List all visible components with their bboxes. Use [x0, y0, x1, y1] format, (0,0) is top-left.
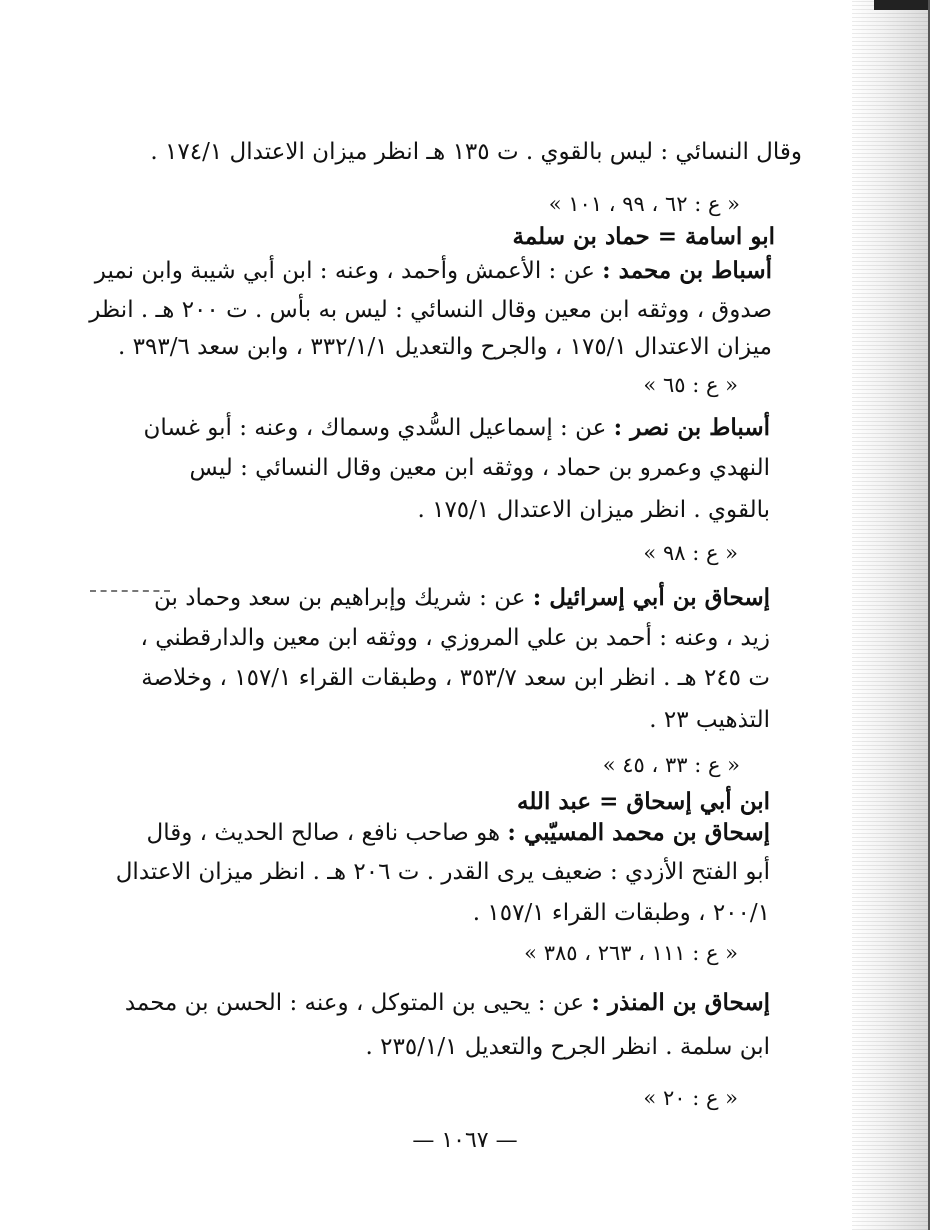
reference-line: « ع : ٦٥ » [643, 373, 738, 397]
text-line: وقال النسائي : ليس بالقوي . ت ١٣٥ هـ انظر ميزان الاعتدال ١٧٤/١ . [150, 139, 802, 165]
text-line: ت ٢٤٥ هـ . انظر ابن سعد ٣٥٣/٧ ، وطبقات القراء ١٥٧/١ ، وخلاصة [141, 665, 770, 691]
entry-heading: أسباط بن محمد : عن : الأعمش وأحمد ، وعنه : ابن أبي شيبة وابن نمير [94, 257, 772, 284]
entry-heading: أسباط بن نصر : عن : إسماعيل السُّدي وسماك ، وعنه : أبو غسان [143, 414, 770, 441]
text-line: أبو الفتح الأزدي : ضعيف يرى القدر . ت ٢٠٦ هـ . انظر ميزان الاعتدال [115, 859, 770, 885]
entry-heading: ابو اسامة = حماد بن سلمة [512, 223, 775, 250]
text-line: النهدي وعمرو بن حماد ، ووثقه ابن معين وقال النسائي : ليس [189, 455, 770, 481]
text-line: زيد ، وعنه : أحمد بن علي المروزي ، ووثقه ابن معين والدارقطني ، [140, 625, 770, 651]
entry-heading: إسحاق بن محمد المسيّبي : هو صاحب نافع ، صالح الحديث ، وقال [146, 819, 770, 846]
entry-heading: ابن أبي إسحاق = عبد الله [516, 788, 770, 815]
reference-line: « ع : ٦٢ ، ٩٩ ، ١٠١ » [548, 192, 740, 216]
reference-line: « ع : ٣٣ ، ٤٥ » [602, 753, 740, 777]
page-number: — ١٠٦٧ — [412, 1128, 518, 1153]
text-line: بالقوي . انظر ميزان الاعتدال ١٧٥/١ . [417, 497, 770, 523]
entry-heading: إسحاق بن المنذر : عن : يحيى بن المتوكل ، وعنه : الحسن بن محمد [124, 989, 770, 1016]
text-line: ابن سلمة . انظر الجرح والتعديل ٢٣٥/١/١ . [365, 1034, 770, 1060]
reference-line: « ع : ٩٨ » [643, 541, 738, 565]
text-line: التذهيب ٢٣ . [649, 707, 770, 733]
text-line: ٢٠٠/١ ، وطبقات القراء ١٥٧/١ . [472, 900, 770, 926]
text-line: ميزان الاعتدال ١٧٥/١ ، والجرح والتعديل ٣٣٢/١/١ ، وابن سعد ٣٩٣/٦ . [118, 334, 772, 360]
reference-line: « ع : ٢٠ » [643, 1086, 738, 1110]
entry-heading: إسحاق بن أبي إسرائيل : عن : شريك وإبراهيم بن سعد وحماد بن [154, 584, 770, 611]
text-line: صدوق ، ووثقه ابن معين وقال النسائي : ليس به بأس . ت ٢٠٠ هـ . انظر [89, 297, 772, 323]
reference-line: « ع : ١١١ ، ٢٦٣ ، ٣٨٥ » [524, 941, 738, 965]
